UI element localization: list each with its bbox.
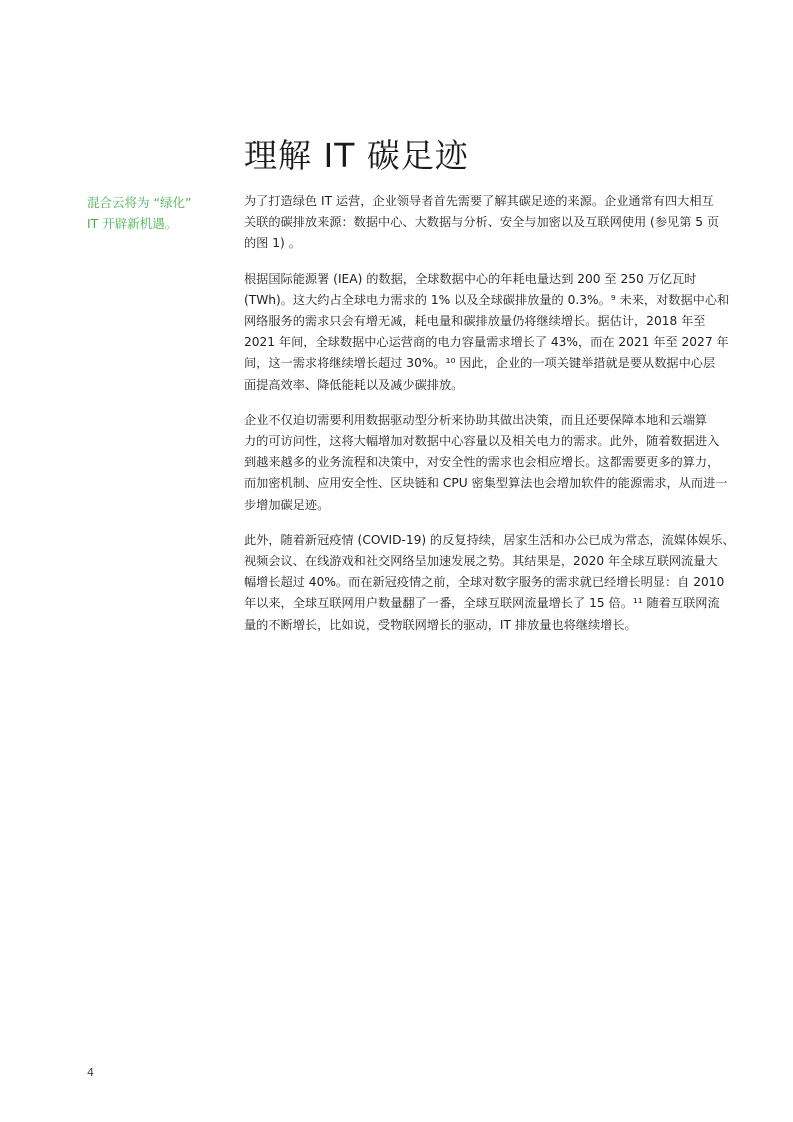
- text-line: (TWh)。这大约占全球电力需求的 1% 以及全球碳排放量的 0.3%。⁹ 未来，对数据中心和: [244, 292, 730, 307]
- text-line: 而加密机制、应用安全性、区块链和 CPU 密集型算法也会增加软件的能源需求，从而进一: [244, 476, 728, 491]
- text-line: 网络服务的需求只会有增无减，耗电量和碳排放量仍将继续增长。据估计，2018 年至: [244, 314, 706, 329]
- body-text: [244, 191, 735, 650]
- text-line: 2021 年间，全球数据中心运营商的电力容量需求增长了 43%，而在 2021 年至 2027 年: [244, 335, 729, 350]
- text-line: 关联的碳排放来源：数据中心、大数据与分析、安全与加密以及互联网使用 (参见第 5 页: [244, 215, 720, 230]
- paragraph-internet-usage: [244, 530, 735, 636]
- paragraph-analytics-security: [244, 410, 728, 516]
- text-line: 量的不断增长，比如说，受物联网增长的驱动，IT 排放量也将继续增长。: [244, 617, 637, 632]
- text-line: 面提高效率、降低能耗以及减少碳排放。: [244, 377, 464, 392]
- text-line: 步增加碳足迹。: [244, 497, 330, 512]
- text-line: 为了打造绿色 IT 运营，企业领导者首先需要了解其碳足迹的来源。企业通常有四大相互: [244, 194, 714, 208]
- text-line: 力的可访问性，这将大幅增加对数据中心容量以及相关电力的需求。此外，随着数据进入: [244, 434, 720, 449]
- paragraph-carbon-sources: [244, 191, 720, 255]
- text-line: 到越来越多的业务流程和决策中，对安全性的需求也会相应增长。这都需要更多的算力，: [244, 455, 720, 470]
- text-line: 年以来，全球互联网用户数量翻了一番，全球互联网流量增长了 15 倍。¹¹ 随着互联网流: [244, 596, 720, 611]
- text-line: 间，这一需求将继续增长超过 30%。¹⁰ 因此，企业的一项关键举措就是要从数据中心层: [244, 356, 716, 371]
- paragraph-data-centers: [244, 269, 730, 396]
- pull-quote-line: IT 开辟新机遇。: [87, 216, 178, 231]
- page-number: 4: [87, 1066, 94, 1079]
- text-line: 此外，随着新冠疫情 (COVID-19) 的反复持续，居家生活和办公已成为常态，流媒体娱乐、: [244, 532, 735, 547]
- text-line: 根据国际能源署 (IEA) 的数据，全球数据中心的年耗电量达到 200 至 250 万亿瓦时: [244, 271, 697, 286]
- page-title: 理解 IT 碳足迹: [244, 136, 469, 175]
- text-line: 的图 1) 。: [244, 236, 301, 251]
- pull-quote: [87, 192, 217, 234]
- pull-quote-line: 混合云将为 “绿化”: [87, 195, 192, 210]
- text-line: 幅增长超过 40%。而在新冠疫情之前，全球对数字服务的需求就已经增长明显：自 2010: [244, 575, 725, 590]
- text-line: 企业不仅迫切需要利用数据驱动型分析来协助其做出决策，而且还要保障本地和云端算: [244, 412, 708, 427]
- text-line: 视频会议、在线游戏和社交网络呈加速发展之势。其结果是，2020 年全球互联网流量大: [244, 554, 718, 569]
